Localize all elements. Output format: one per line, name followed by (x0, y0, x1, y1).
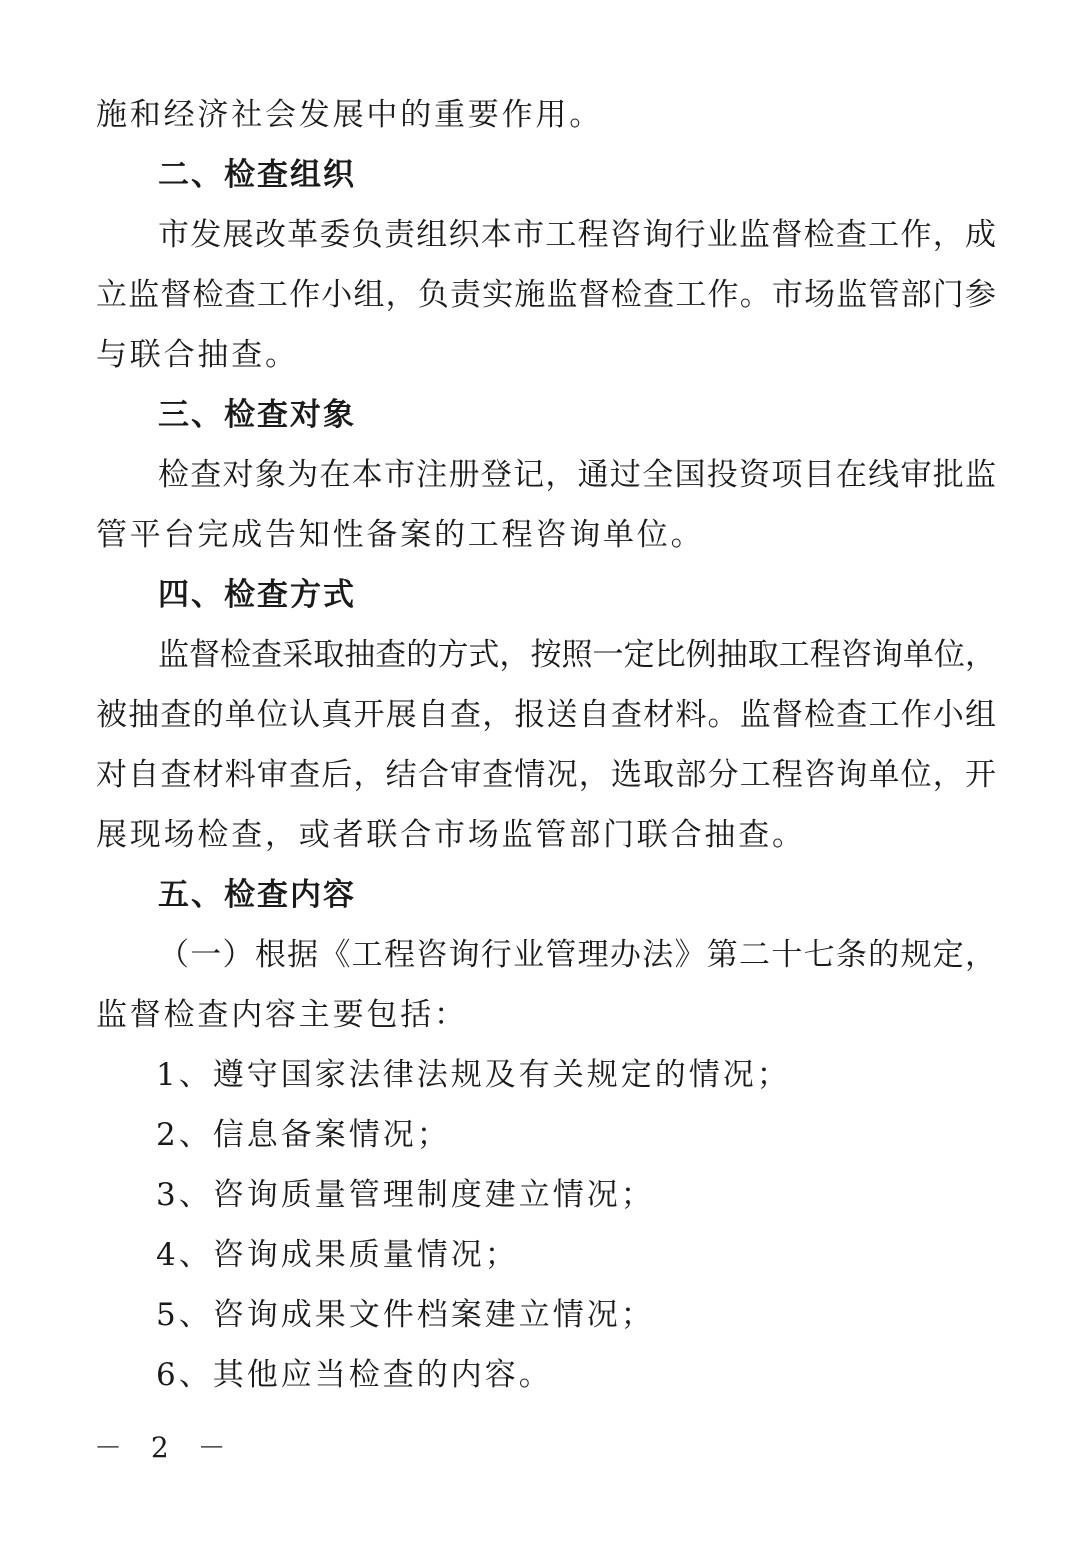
paragraph-line: 对自查材料审查后，结合审查情况，选取部分工程咨询单位，开 (96, 757, 996, 793)
section-heading-organization: 二、检查组织 (158, 157, 356, 193)
list-item: 5、咨询成果文件档案建立情况； (156, 1297, 655, 1333)
paragraph-line: 市发展改革委负责组织本市工程咨询行业监督检查工作，成 (158, 217, 996, 253)
section-heading-methods: 四、检查方式 (158, 577, 356, 613)
paragraph-line: 与联合抽查。 (96, 337, 299, 373)
paragraph-line: 展现场检查，或者联合市场监管部门联合抽查。 (96, 817, 806, 853)
list-item: 6、其他应当检查的内容。 (156, 1357, 553, 1393)
paragraph-line: 立监督检查工作小组，负责实施监督检查工作。市场监管部门参 (96, 277, 996, 313)
paragraph-line: （一）根据《工程咨询行业管理办法》第二十七条的规定， (158, 937, 996, 973)
paragraph-line: 监督检查采取抽查的方式，按照一定比例抽取工程咨询单位， (158, 637, 996, 673)
paragraph-line: 监督检查内容主要包括： (96, 997, 468, 1033)
list-item: 1、遵守国家法律法规及有关规定的情况； (156, 1057, 791, 1093)
paragraph-line: 施和经济社会发展中的重要作用。 (96, 97, 603, 133)
list-item: 3、咨询质量管理制度建立情况； (156, 1177, 655, 1213)
page-number: － 2 － (94, 1431, 236, 1464)
section-heading-content: 五、检查内容 (158, 877, 356, 913)
list-item: 2、信息备案情况； (156, 1117, 451, 1153)
paragraph-line: 被抽查的单位认真开展自查，报送自查材料。监督检查工作小组 (96, 697, 996, 733)
list-item: 4、咨询成果质量情况； (156, 1237, 519, 1273)
section-heading-targets: 三、检查对象 (158, 397, 356, 433)
paragraph-line: 管平台完成告知性备案的工程咨询单位。 (96, 517, 705, 553)
paragraph-line: 检查对象为在本市注册登记，通过全国投资项目在线审批监 (158, 457, 996, 493)
